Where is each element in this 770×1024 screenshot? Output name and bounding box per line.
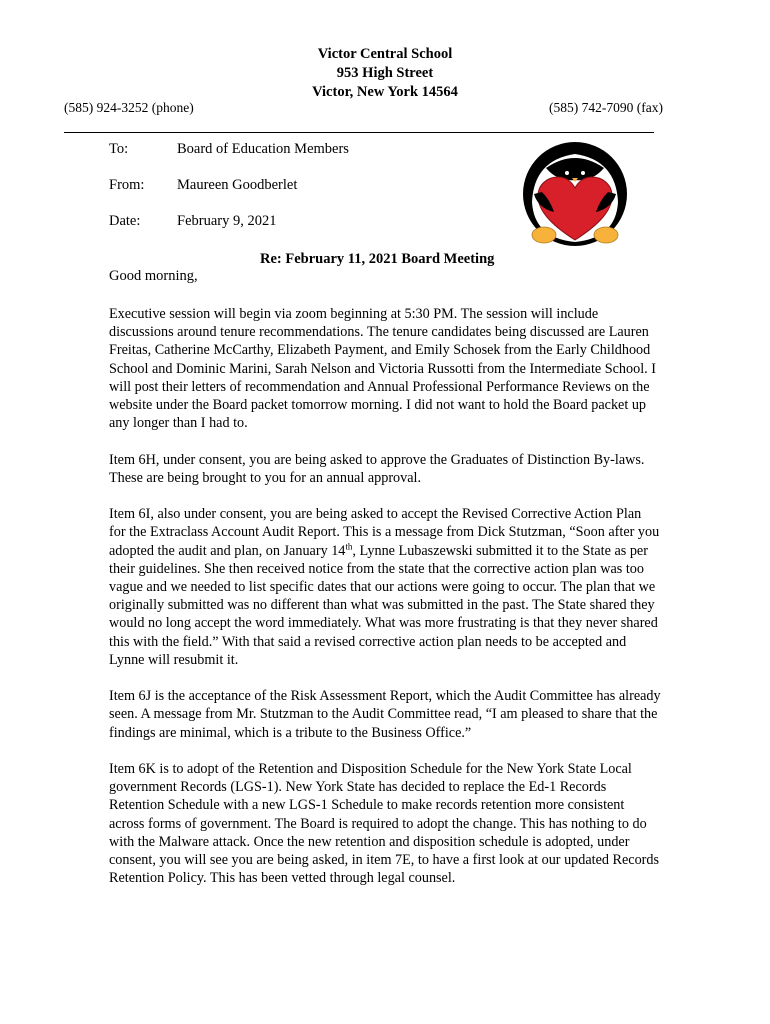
school-city-state: Victor, New York 14564 bbox=[312, 84, 458, 100]
greeting: Good morning, bbox=[109, 268, 198, 284]
paragraph-item-6i-text-b: , Lynne Lubaszewski submitted it to the State as per their guidelines. She then received notice from the state that the corrective action plan was too vague and we needed to list specific dates that our actions were going to occur. The plan that we originally submitted was no different than what was submitted in the past. The State shared they would no long accept the word immediately. What was more frustrating is that they never shared this with the field.” With that said a revised corrective action plan needs to be accepted and Lynne will resubmit it. bbox=[109, 542, 658, 668]
from-value: Maureen Goodberlet bbox=[177, 177, 298, 193]
school-name: Victor Central School bbox=[317, 46, 453, 62]
phone-number: (585) 924-3252 (phone) bbox=[64, 100, 194, 115]
to-value: Board of Education Members bbox=[177, 141, 349, 157]
fax-number: (585) 742-7090 (fax) bbox=[549, 100, 663, 115]
subject-line: Re: February 11, 2021 Board Meeting bbox=[260, 251, 495, 267]
paragraph-item-6h: Item 6H, under consent, you are being asked to approve the Graduates of Distinction By-laws. These are being brought to you for an annual approval. bbox=[109, 451, 645, 486]
to-label: To: bbox=[109, 141, 129, 157]
date-value: February 9, 2021 bbox=[177, 213, 277, 229]
date-label: Date: bbox=[109, 213, 141, 229]
paragraph-item-6i bbox=[109, 505, 661, 669]
ordinal-suffix: th bbox=[345, 540, 353, 551]
paragraph-item-6i-text-a: Item 6I, also under consent, you are being asked to accept the Revised Corrective Action Plan for the Extraclass Account Audit Report. This is a message from Dick Stutzman, “Soon after you adopted the audit and plan, on January 14 bbox=[109, 506, 660, 559]
paragraph-executive-session: Executive session will begin via zoom beginning at 5:30 PM. The session will include discussions around tenure recommendations. The tenure candidates being discussed are Lauren Freitas, Catherine McCarthy, Elizabeth Payment, and Emily Schosek from the Early Childhood School and Dominic Marini, Sarah Nelson and Victoria Russotti from the Intermediate School. I will post their letters of recommendation and Annual Professional Performance Reviews on the website under the Board packet tomorrow morning. I did not want to hold the Board packet up any longer than I had to. bbox=[109, 306, 656, 432]
penguin-heart-icon bbox=[520, 142, 630, 248]
letter-body bbox=[109, 305, 661, 906]
header-divider bbox=[64, 132, 654, 133]
school-street: 953 High Street bbox=[336, 65, 434, 81]
paragraph-item-6j: Item 6J is the acceptance of the Risk Assessment Report, which the Audit Committee has already seen. A message from Mr. Stutzman to the Audit Committee read, “I am pleased to share that the findings are minimal, which is a tribute to the Business Office.” bbox=[109, 688, 661, 741]
paragraph-item-6k: Item 6K is to adopt of the Retention and Disposition Schedule for the New York State Local government Records (LGS-1). New York State has decided to replace the Ed-1 Records Retention Schedule with a new LGS-1 Schedule to make records retention more consistent across forms of government. The Board is required to adopt the change. This has nothing to do with the Malware attack. Once the new retention and disposition schedule is adopted, under consent, you will see you are being asked, in item 7E, to have a first look at our updated Records Retention Policy. This has been vetted through legal counsel. bbox=[109, 761, 660, 887]
from-label: From: bbox=[109, 177, 145, 193]
